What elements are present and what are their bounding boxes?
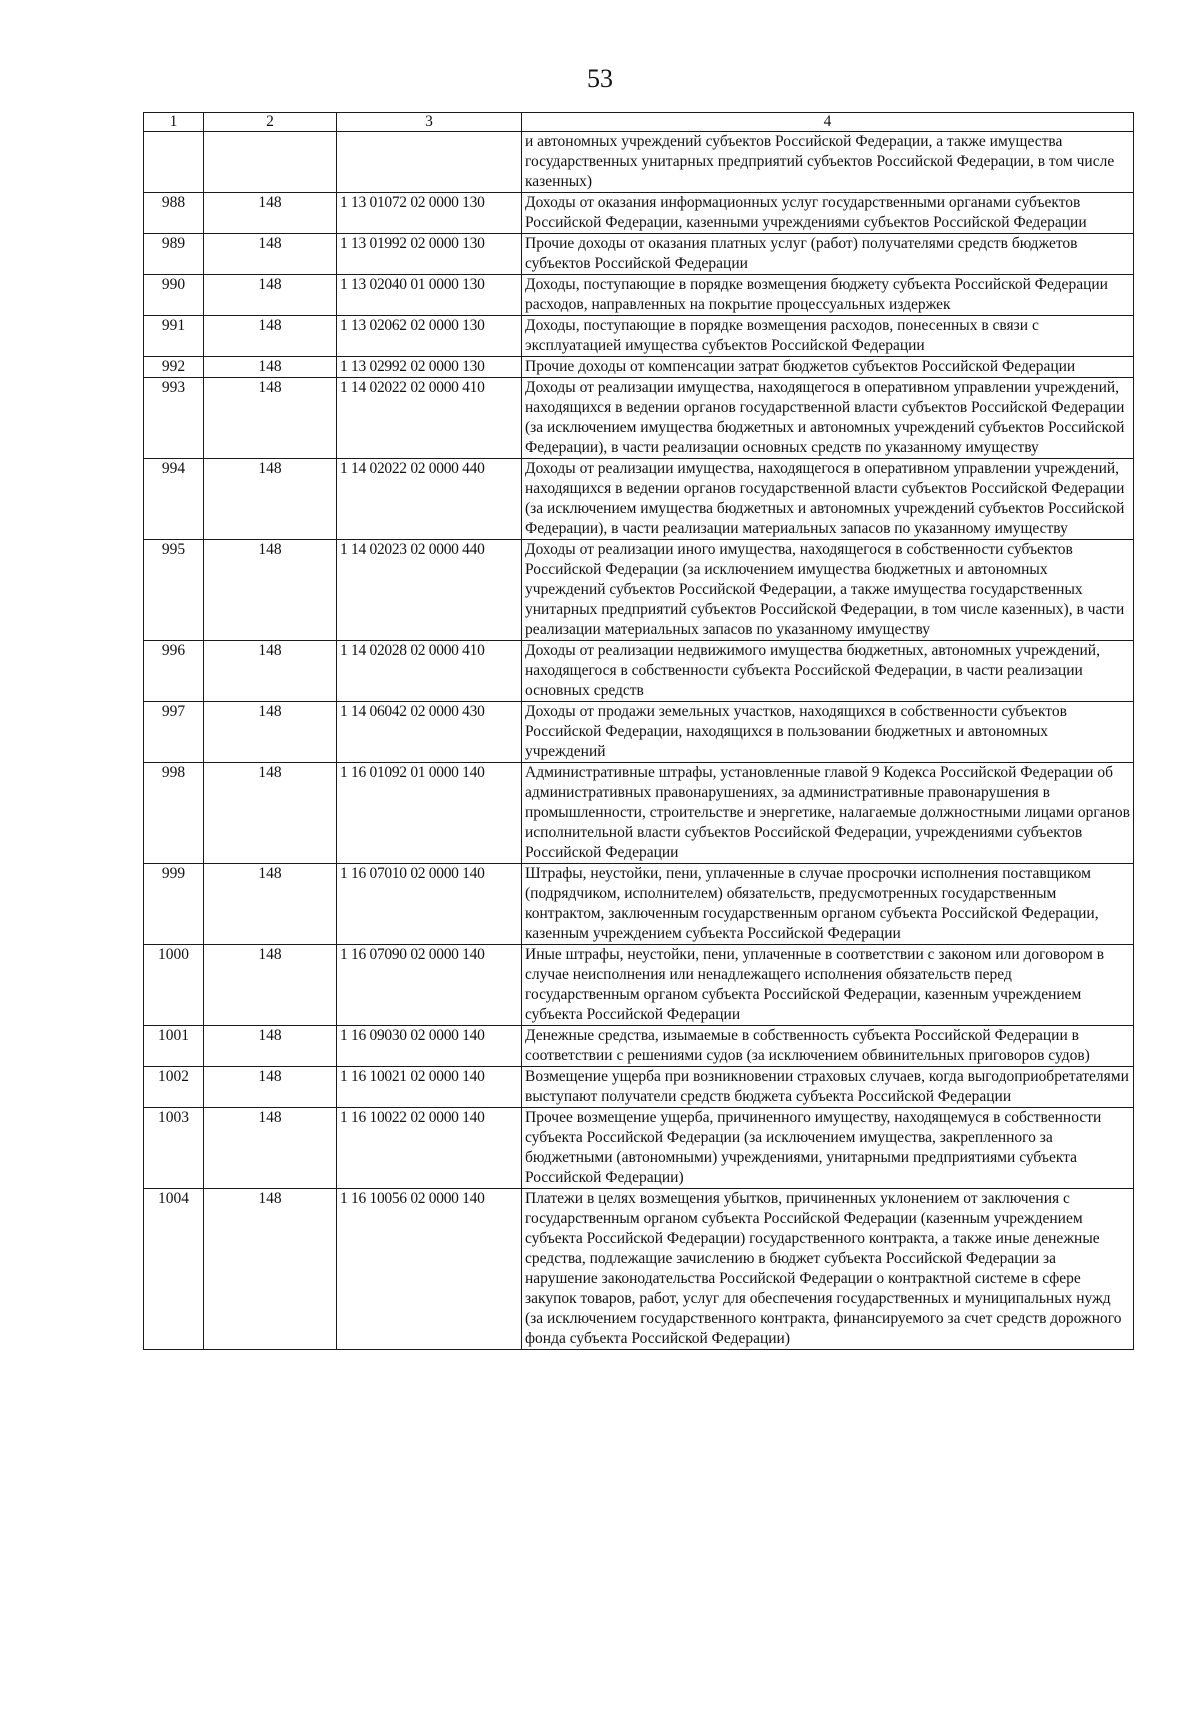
column-header: 3: [337, 113, 522, 132]
description-cell: Возмещение ущерба при возникновении страховых случаев, когда выгодоприобретателями выступают получатели средств бюджета субъекта Российской Федерации: [522, 1067, 1134, 1108]
budget-code-cell: 1 14 02022 02 0000 440: [337, 459, 522, 540]
description-cell: Доходы от реализации имущества, находящегося в оперативном управлении учреждений, находящихся в ведении органов государственной власти субъектов Российской Федерации (за исключением имущества бюджетных и автономных учреждений субъектов Российской Федерации), в части реализации основных средств по указанному имуществу: [522, 378, 1134, 459]
table-row: [144, 864, 1134, 945]
row-number-cell: 1002: [144, 1067, 204, 1108]
admin-code-cell: 148: [204, 540, 337, 641]
description-cell: Административные штрафы, установленные главой 9 Кодекса Российской Федерации об административных правонарушениях, за административные правонарушения в промышленности, строительстве и энергетике, налагаемые должностными лицами органов исполнительной власти субъектов Российской Федерации, учреждениями субъектов Российской Федерации: [522, 763, 1134, 864]
column-header: 2: [204, 113, 337, 132]
table-row: [144, 316, 1134, 357]
table-row: [144, 459, 1134, 540]
description-cell: Доходы от реализации имущества, находящегося в оперативном управлении учреждений, находящихся в ведении органов государственной власти субъектов Российской Федерации (за исключением имущества бюджетных и автономных учреждений субъектов Российской Федерации), в части реализации материальных запасов по указанному имуществу: [522, 459, 1134, 540]
admin-code-cell: 148: [204, 702, 337, 763]
description-cell: и автономных учреждений субъектов Российской Федерации, а также имущества государственных унитарных предприятий субъектов Российской Федерации, в том числе казенных): [522, 132, 1134, 193]
admin-code-cell: 148: [204, 357, 337, 378]
table-row: [144, 641, 1134, 702]
page-number: 53: [587, 64, 613, 93]
row-number-cell: 998: [144, 763, 204, 864]
row-number-cell: 995: [144, 540, 204, 641]
table-row: [144, 132, 1134, 193]
description-cell: Доходы от продажи земельных участков, находящихся в собственности субъектов Российской Федерации, находящихся в пользовании бюджетных и автономных учреждений: [522, 702, 1134, 763]
budget-code-cell: 1 16 10056 02 0000 140: [337, 1189, 522, 1350]
admin-code-cell: [204, 132, 337, 193]
admin-code-cell: 148: [204, 1108, 337, 1189]
description-cell: Прочее возмещение ущерба, причиненного имуществу, находящемуся в собственности субъекта Российской Федерации (за исключением имущества, закрепленного за бюджетными (автономными) учреждениями, унитарными предприятиями субъекта Российской Федерации): [522, 1108, 1134, 1189]
table-row: [144, 1067, 1134, 1108]
table-header-row: [144, 113, 1134, 132]
budget-code-cell: 1 13 02992 02 0000 130: [337, 357, 522, 378]
row-number-cell: [144, 132, 204, 193]
column-header: 1: [144, 113, 204, 132]
admin-code-cell: 148: [204, 316, 337, 357]
table-row: [144, 1189, 1134, 1350]
table-row: [144, 945, 1134, 1026]
admin-code-cell: 148: [204, 378, 337, 459]
table-row: [144, 275, 1134, 316]
budget-code-cell: 1 14 06042 02 0000 430: [337, 702, 522, 763]
admin-code-cell: 148: [204, 459, 337, 540]
description-cell: Денежные средства, изымаемые в собственность субъекта Российской Федерации в соответствии с решениями судов (за исключением обвинительных приговоров судов): [522, 1026, 1134, 1067]
row-number-cell: 996: [144, 641, 204, 702]
description-cell: Доходы, поступающие в порядке возмещения расходов, понесенных в связи с эксплуатацией имущества субъектов Российской Федерации: [522, 316, 1134, 357]
table-row: [144, 378, 1134, 459]
budget-code-cell: 1 16 10022 02 0000 140: [337, 1108, 522, 1189]
table-row: [144, 1108, 1134, 1189]
admin-code-cell: 148: [204, 193, 337, 234]
description-cell: Доходы от оказания информационных услуг государственными органами субъектов Российской Федерации, казенными учреждениями субъектов Российской Федерации: [522, 193, 1134, 234]
column-header: 4: [522, 113, 1134, 132]
budget-code-cell: 1 16 09030 02 0000 140: [337, 1026, 522, 1067]
table-row: [144, 193, 1134, 234]
description-cell: Прочие доходы от оказания платных услуг (работ) получателями средств бюджетов субъектов Российской Федерации: [522, 234, 1134, 275]
budget-code-cell: 1 14 02023 02 0000 440: [337, 540, 522, 641]
table-row: [144, 357, 1134, 378]
admin-code-cell: 148: [204, 275, 337, 316]
admin-code-cell: 148: [204, 945, 337, 1026]
row-number-cell: 1004: [144, 1189, 204, 1350]
row-number-cell: 1001: [144, 1026, 204, 1067]
budget-code-cell: 1 13 02040 01 0000 130: [337, 275, 522, 316]
row-number-cell: 997: [144, 702, 204, 763]
description-cell: Прочие доходы от компенсации затрат бюджетов субъектов Российской Федерации: [522, 357, 1134, 378]
description-cell: Доходы, поступающие в порядке возмещения бюджету субъекта Российской Федерации расходов, направленных на покрытие процессуальных издержек: [522, 275, 1134, 316]
table-row: [144, 763, 1134, 864]
budget-code-cell: 1 16 10021 02 0000 140: [337, 1067, 522, 1108]
admin-code-cell: 148: [204, 1067, 337, 1108]
budget-code-cell: [337, 132, 522, 193]
row-number-cell: 988: [144, 193, 204, 234]
row-number-cell: 994: [144, 459, 204, 540]
revenue-codes-table: [143, 112, 1134, 1350]
admin-code-cell: 148: [204, 1026, 337, 1067]
row-number-cell: 989: [144, 234, 204, 275]
budget-code-cell: 1 13 01072 02 0000 130: [337, 193, 522, 234]
budget-code-cell: 1 13 01992 02 0000 130: [337, 234, 522, 275]
table-row: [144, 702, 1134, 763]
row-number-cell: 1000: [144, 945, 204, 1026]
description-cell: Платежи в целях возмещения убытков, причиненных уклонением от заключения с государственным органом субъекта Российской Федерации (казенным учреждением субъекта Российской Федерации) государственного контракта, а также иные денежные средства, подлежащие зачислению в бюджет субъекта Российской Федерации за нарушение законодательства Российской Федерации о контрактной системе в сфере закупок товаров, работ, услуг для обеспечения государственных и муниципальных нужд (за исключением государственного контракта, финансируемого за счет средств дорожного фонда субъекта Российской Федерации): [522, 1189, 1134, 1350]
description-cell: Доходы от реализации недвижимого имущества бюджетных, автономных учреждений, находящегося в собственности субъекта Российской Федерации, в части реализации основных средств: [522, 641, 1134, 702]
table-row: [144, 1026, 1134, 1067]
row-number-cell: 992: [144, 357, 204, 378]
row-number-cell: 990: [144, 275, 204, 316]
description-cell: Доходы от реализации иного имущества, находящегося в собственности субъектов Российской Федерации (за исключением имущества бюджетных и автономных учреждений субъектов Российской Федерации, а также имущества государственных унитарных предприятий субъектов Российской Федерации, в том числе казенных), в части реализации материальных запасов по указанному имуществу: [522, 540, 1134, 641]
budget-code-cell: 1 16 07010 02 0000 140: [337, 864, 522, 945]
row-number-cell: 991: [144, 316, 204, 357]
budget-code-cell: 1 14 02028 02 0000 410: [337, 641, 522, 702]
budget-code-cell: 1 16 07090 02 0000 140: [337, 945, 522, 1026]
budget-code-cell: 1 16 01092 01 0000 140: [337, 763, 522, 864]
admin-code-cell: 148: [204, 864, 337, 945]
table-row: [144, 234, 1134, 275]
admin-code-cell: 148: [204, 234, 337, 275]
admin-code-cell: 148: [204, 763, 337, 864]
budget-code-cell: 1 14 02022 02 0000 410: [337, 378, 522, 459]
table-row: [144, 540, 1134, 641]
admin-code-cell: 148: [204, 1189, 337, 1350]
row-number-cell: 993: [144, 378, 204, 459]
row-number-cell: 1003: [144, 1108, 204, 1189]
budget-code-cell: 1 13 02062 02 0000 130: [337, 316, 522, 357]
row-number-cell: 999: [144, 864, 204, 945]
description-cell: Штрафы, неустойки, пени, уплаченные в случае просрочки исполнения поставщиком (подрядчиком, исполнителем) обязательств, предусмотренных государственным контрактом, заключенным государственным органом субъекта Российской Федерации, казенным учреждением субъекта Российской Федерации: [522, 864, 1134, 945]
admin-code-cell: 148: [204, 641, 337, 702]
description-cell: Иные штрафы, неустойки, пени, уплаченные в соответствии с законом или договором в случае неисполнения или ненадлежащего исполнения обязательств перед государственным органом субъекта Российской Федерации, казенным учреждением субъекта Российской Федерации: [522, 945, 1134, 1026]
